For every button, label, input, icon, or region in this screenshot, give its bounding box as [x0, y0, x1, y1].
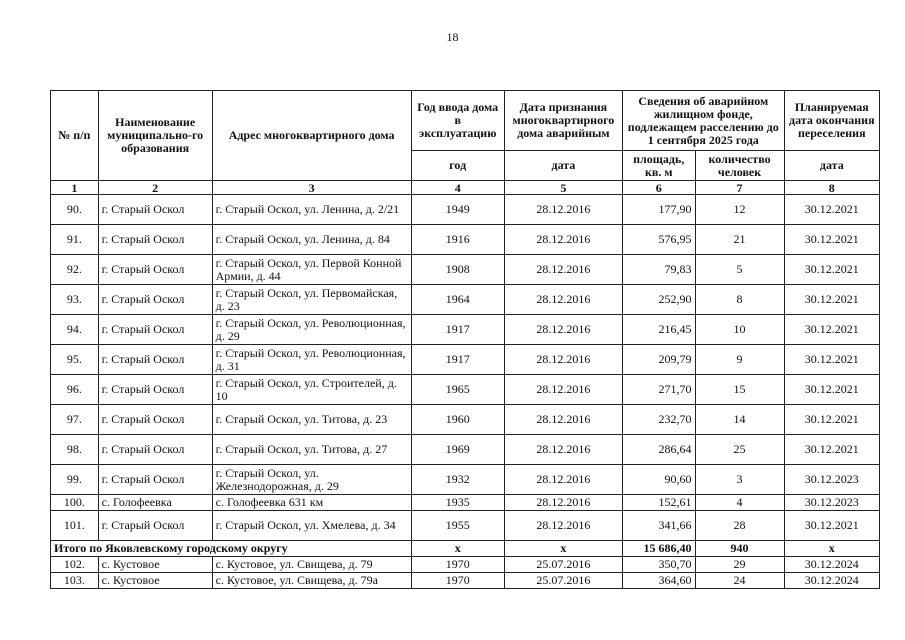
cell-plan-date: 30.12.2021 — [784, 435, 879, 465]
cell-date: 25.07.2016 — [504, 557, 622, 573]
cell-address: г. Старый Оскол, ул. Железнодорожная, д. 29 — [212, 465, 411, 495]
cell-year: 1955 — [411, 511, 504, 541]
cell-num: 95. — [51, 345, 99, 375]
total-area: 15 686,40 — [622, 541, 695, 557]
cell-num: 99. — [51, 465, 99, 495]
column-number: 6 — [622, 181, 695, 195]
header-recognized: Дата признания многоквартирного дома аварийным — [504, 91, 622, 151]
column-number: 8 — [784, 181, 879, 195]
cell-people: 9 — [695, 345, 784, 375]
cell-date: 25.07.2016 — [504, 573, 622, 589]
cell-municipality: г. Старый Оскол — [98, 315, 212, 345]
cell-area: 152,61 — [622, 495, 695, 511]
cell-municipality: г. Старый Оскол — [98, 195, 212, 225]
cell-num: 94. — [51, 315, 99, 345]
cell-municipality: г. Старый Оскол — [98, 465, 212, 495]
table-row — [51, 511, 880, 541]
cell-plan-date: 30.12.2021 — [784, 195, 879, 225]
cell-date: 28.12.2016 — [504, 495, 622, 511]
cell-people: 15 — [695, 375, 784, 405]
cell-people: 25 — [695, 435, 784, 465]
header-num: № п/п — [51, 91, 99, 181]
cell-plan-date: 30.12.2021 — [784, 345, 879, 375]
cell-num: 92. — [51, 255, 99, 285]
cell-num: 91. — [51, 225, 99, 255]
cell-address: г. Старый Оскол, ул. Ленина, д. 2/21 — [212, 195, 411, 225]
cell-year: 1965 — [411, 375, 504, 405]
cell-address: г. Старый Оскол, ул. Хмелева, д. 34 — [212, 511, 411, 541]
cell-num: 97. — [51, 405, 99, 435]
cell-num: 96. — [51, 375, 99, 405]
cell-date: 28.12.2016 — [504, 225, 622, 255]
subheader-plan-date: дата — [784, 151, 879, 181]
cell-plan-date: 30.12.2024 — [784, 573, 879, 589]
cell-municipality: г. Старый Оскол — [98, 255, 212, 285]
cell-address: с. Кустовое, ул. Свищева, д. 79а — [212, 573, 411, 589]
table-row — [51, 225, 880, 255]
cell-address: г. Старый Оскол, ул. Революционная, д. 29 — [212, 315, 411, 345]
cell-num: 98. — [51, 435, 99, 465]
subheader-people: количество человек — [695, 151, 784, 181]
cell-address: г. Старый Оскол, ул. Ленина, д. 84 — [212, 225, 411, 255]
cell-plan-date: 30.12.2024 — [784, 557, 879, 573]
cell-year: 1917 — [411, 345, 504, 375]
cell-year: 1970 — [411, 573, 504, 589]
column-number: 2 — [98, 181, 212, 195]
cell-num: 100. — [51, 495, 99, 511]
cell-area: 216,45 — [622, 315, 695, 345]
cell-date: 28.12.2016 — [504, 405, 622, 435]
cell-area: 341,66 — [622, 511, 695, 541]
cell-area: 209,79 — [622, 345, 695, 375]
cell-date: 28.12.2016 — [504, 345, 622, 375]
cell-people: 5 — [695, 255, 784, 285]
column-number: 3 — [212, 181, 411, 195]
cell-address: с. Кустовое, ул. Свищева, д. 79 — [212, 557, 411, 573]
cell-plan-date: 30.12.2021 — [784, 255, 879, 285]
column-number: 5 — [504, 181, 622, 195]
column-number: 7 — [695, 181, 784, 195]
cell-area: 576,95 — [622, 225, 695, 255]
table-row — [51, 375, 880, 405]
cell-date: 28.12.2016 — [504, 465, 622, 495]
cell-year: 1935 — [411, 495, 504, 511]
cell-date: 28.12.2016 — [504, 195, 622, 225]
header-year: Год ввода дома в эксплуатацию — [411, 91, 504, 151]
total-plan-date: х — [784, 541, 879, 557]
total-label: Итого по Яковлевскому городскому округу — [51, 541, 412, 557]
cell-area: 90,60 — [622, 465, 695, 495]
cell-people: 21 — [695, 225, 784, 255]
cell-num: 90. — [51, 195, 99, 225]
cell-num: 101. — [51, 511, 99, 541]
cell-municipality: с. Голофеевка — [98, 495, 212, 511]
cell-people: 3 — [695, 465, 784, 495]
emergency-housing-table — [50, 90, 880, 589]
cell-plan-date: 30.12.2021 — [784, 405, 879, 435]
cell-plan-date: 30.12.2021 — [784, 375, 879, 405]
cell-date: 28.12.2016 — [504, 435, 622, 465]
table-row — [51, 435, 880, 465]
table-row — [51, 285, 880, 315]
header-address: Адрес многоквартирного дома — [212, 91, 411, 181]
cell-date: 28.12.2016 — [504, 511, 622, 541]
cell-area: 286,64 — [622, 435, 695, 465]
cell-address: г. Старый Оскол, ул. Титова, д. 23 — [212, 405, 411, 435]
cell-address: г. Старый Оскол, ул. Строителей, д. 10 — [212, 375, 411, 405]
cell-date: 28.12.2016 — [504, 315, 622, 345]
cell-year: 1960 — [411, 405, 504, 435]
cell-municipality: г. Старый Оскол — [98, 375, 212, 405]
cell-address: г. Старый Оскол, ул. Революционная, д. 31 — [212, 345, 411, 375]
cell-address: г. Старый Оскол, ул. Первой Конной Армии, д. 44 — [212, 255, 411, 285]
cell-year: 1964 — [411, 285, 504, 315]
cell-date: 28.12.2016 — [504, 285, 622, 315]
cell-year: 1917 — [411, 315, 504, 345]
cell-area: 271,70 — [622, 375, 695, 405]
cell-plan-date: 30.12.2023 — [784, 465, 879, 495]
subheader-date: дата — [504, 151, 622, 181]
header-info: Сведения об аварийном жилищном фонде, подлежащем расселению до 1 сентября 2025 года — [622, 91, 784, 151]
cell-plan-date: 30.12.2021 — [784, 315, 879, 345]
cell-area: 79,83 — [622, 255, 695, 285]
subheader-area: площадь, кв. м — [622, 151, 695, 181]
total-people: 940 — [695, 541, 784, 557]
cell-area: 350,70 — [622, 557, 695, 573]
table-row — [51, 315, 880, 345]
cell-year: 1916 — [411, 225, 504, 255]
total-year: х — [411, 541, 504, 557]
cell-area: 364,60 — [622, 573, 695, 589]
column-number: 1 — [51, 181, 99, 195]
cell-year: 1908 — [411, 255, 504, 285]
cell-people: 10 — [695, 315, 784, 345]
cell-num: 102. — [51, 557, 99, 573]
table-row — [51, 465, 880, 495]
cell-address: г. Старый Оскол, ул. Титова, д. 27 — [212, 435, 411, 465]
page-number: 18 — [446, 30, 459, 44]
cell-date: 28.12.2016 — [504, 255, 622, 285]
table-row — [51, 557, 880, 573]
cell-plan-date: 30.12.2021 — [784, 225, 879, 255]
header-planned: Планируемая дата окончания переселения — [784, 91, 879, 151]
cell-municipality: г. Старый Оскол — [98, 345, 212, 375]
cell-year: 1949 — [411, 195, 504, 225]
cell-people: 8 — [695, 285, 784, 315]
cell-area: 232,70 — [622, 405, 695, 435]
cell-date: 28.12.2016 — [504, 375, 622, 405]
header-municipality: Наименование муниципально-го образования — [98, 91, 212, 181]
cell-address: г. Старый Оскол, ул. Первомайская, д. 23 — [212, 285, 411, 315]
cell-num: 103. — [51, 573, 99, 589]
cell-plan-date: 30.12.2023 — [784, 495, 879, 511]
cell-municipality: г. Старый Оскол — [98, 225, 212, 255]
total-row — [51, 541, 880, 557]
cell-plan-date: 30.12.2021 — [784, 285, 879, 315]
cell-municipality: г. Старый Оскол — [98, 405, 212, 435]
cell-municipality: с. Кустовое — [98, 573, 212, 589]
cell-municipality: г. Старый Оскол — [98, 435, 212, 465]
cell-people: 12 — [695, 195, 784, 225]
cell-year: 1932 — [411, 465, 504, 495]
cell-plan-date: 30.12.2021 — [784, 511, 879, 541]
subheader-year: год — [411, 151, 504, 181]
cell-people: 29 — [695, 557, 784, 573]
cell-municipality: с. Кустовое — [98, 557, 212, 573]
table-row — [51, 195, 880, 225]
cell-municipality: г. Старый Оскол — [98, 285, 212, 315]
cell-area: 177,90 — [622, 195, 695, 225]
total-date: х — [504, 541, 622, 557]
cell-area: 252,90 — [622, 285, 695, 315]
cell-people: 14 — [695, 405, 784, 435]
cell-municipality: г. Старый Оскол — [98, 511, 212, 541]
table-row — [51, 405, 880, 435]
table-row — [51, 255, 880, 285]
cell-year: 1970 — [411, 557, 504, 573]
cell-people: 28 — [695, 511, 784, 541]
cell-year: 1969 — [411, 435, 504, 465]
table-row — [51, 573, 880, 589]
cell-address: с. Голофеевка 631 км — [212, 495, 411, 511]
table-row — [51, 345, 880, 375]
table-row — [51, 495, 880, 511]
cell-people: 24 — [695, 573, 784, 589]
column-number: 4 — [411, 181, 504, 195]
cell-people: 4 — [695, 495, 784, 511]
cell-num: 93. — [51, 285, 99, 315]
